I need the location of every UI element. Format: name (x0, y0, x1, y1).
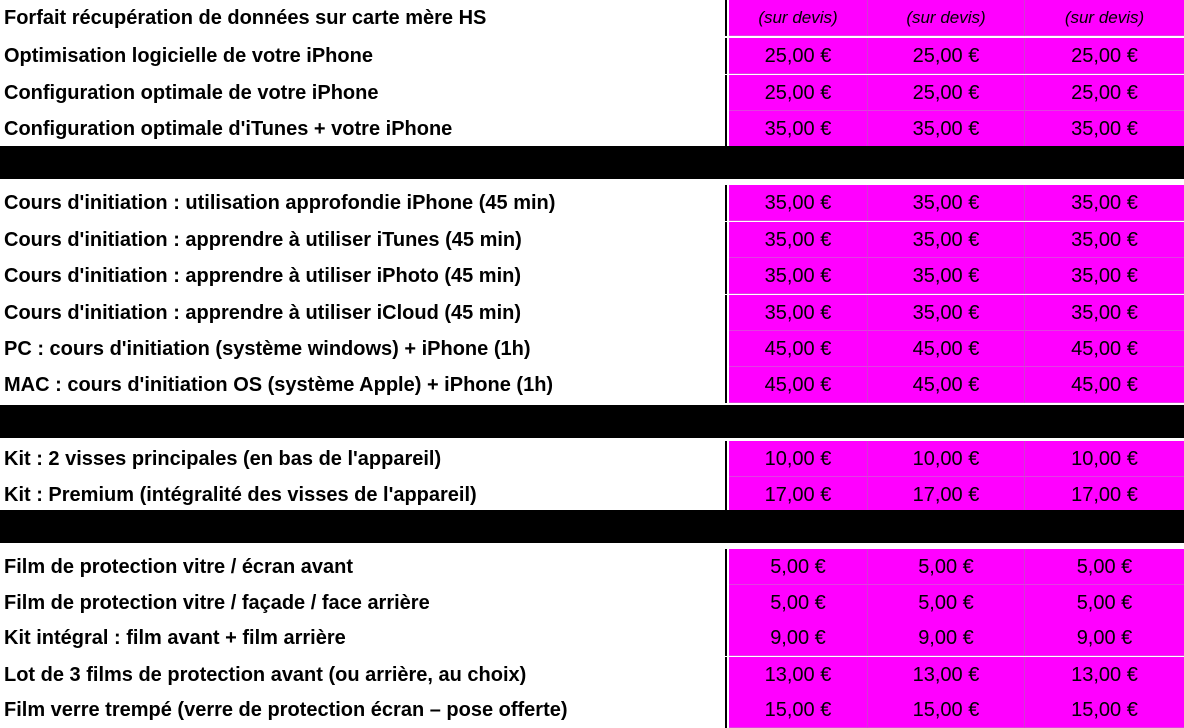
price-cell-1: 25,00 € (729, 75, 868, 111)
price-cell-3: 35,00 € (1025, 185, 1184, 221)
price-cell-3: 10,00 € (1025, 441, 1184, 477)
table-row (0, 441, 1184, 477)
table-row (0, 222, 1184, 258)
table-row (0, 620, 1184, 656)
service-label: Cours d'initiation : apprendre à utiliser iTunes (45 min) (0, 222, 727, 258)
price-cell-1: 35,00 € (729, 222, 868, 258)
price-cell-2: 13,00 € (868, 657, 1025, 693)
price-cell-2: 35,00 € (868, 185, 1025, 221)
price-cell-3: 9,00 € (1025, 620, 1184, 656)
table-row (0, 0, 1184, 36)
service-label: Cours d'initiation : utilisation approfondie iPhone (45 min) (0, 185, 727, 221)
price-cell-2: 9,00 € (868, 620, 1025, 656)
service-label: Kit : 2 visses principales (en bas de l'appareil) (0, 441, 727, 477)
service-label: Kit : Premium (intégralité des visses de l'appareil) (0, 477, 727, 513)
price-cell-2: 45,00 € (868, 331, 1025, 367)
table-row (0, 185, 1184, 221)
service-label: Film de protection vitre / façade / face arrière (0, 585, 727, 621)
service-label: Configuration optimale de votre iPhone (0, 75, 727, 111)
price-cell-3: 25,00 € (1025, 75, 1184, 111)
table-row (0, 38, 1184, 74)
table-row (0, 657, 1184, 693)
price-cell-1: 13,00 € (729, 657, 868, 693)
service-label: MAC : cours d'initiation OS (système Apple) + iPhone (1h) (0, 367, 727, 403)
price-cell-3: 13,00 € (1025, 657, 1184, 693)
table-row (0, 331, 1184, 367)
price-cell-2: 35,00 € (868, 258, 1025, 294)
table-row (0, 111, 1184, 147)
service-label: Cours d'initiation : apprendre à utiliser iCloud (45 min) (0, 295, 727, 331)
table-row (0, 258, 1184, 294)
price-cell-2: 5,00 € (868, 585, 1025, 621)
price-cell-1: 45,00 € (729, 367, 868, 403)
price-cell-1: 35,00 € (729, 258, 868, 294)
price-cell-2: 15,00 € (868, 692, 1025, 728)
price-cell-2: 10,00 € (868, 441, 1025, 477)
price-cell-2: 35,00 € (868, 111, 1025, 147)
table-row (0, 585, 1184, 621)
price-cell-3: (sur devis) (1025, 0, 1184, 36)
service-label: Kit intégral : film avant + film arrière (0, 620, 727, 656)
price-cell-3: 35,00 € (1025, 222, 1184, 258)
price-cell-2: 5,00 € (868, 549, 1025, 585)
price-cell-2: 35,00 € (868, 295, 1025, 331)
table-row (0, 477, 1184, 513)
table-row (0, 549, 1184, 585)
service-label: Forfait récupération de données sur carte mère HS (0, 0, 727, 36)
price-cell-2: (sur devis) (868, 0, 1025, 36)
section-separator (0, 146, 1184, 179)
price-cell-1: 17,00 € (729, 477, 868, 513)
price-cell-3: 17,00 € (1025, 477, 1184, 513)
price-cell-1: 45,00 € (729, 331, 868, 367)
price-cell-1: 9,00 € (729, 620, 868, 656)
price-cell-1: (sur devis) (729, 0, 868, 36)
price-cell-1: 15,00 € (729, 692, 868, 728)
price-cell-1: 10,00 € (729, 441, 868, 477)
price-cell-1: 35,00 € (729, 295, 868, 331)
price-cell-3: 45,00 € (1025, 367, 1184, 403)
price-cell-2: 25,00 € (868, 75, 1025, 111)
service-label: Lot de 3 films de protection avant (ou arrière, au choix) (0, 657, 727, 693)
price-cell-1: 35,00 € (729, 185, 868, 221)
service-label: Film verre trempé (verre de protection écran – pose offerte) (0, 692, 727, 728)
price-cell-1: 5,00 € (729, 585, 868, 621)
table-row (0, 367, 1184, 403)
table-row (0, 75, 1184, 111)
service-label: Film de protection vitre / écran avant (0, 549, 727, 585)
price-cell-3: 5,00 € (1025, 549, 1184, 585)
price-cell-1: 25,00 € (729, 38, 868, 74)
price-cell-3: 25,00 € (1025, 38, 1184, 74)
table-row (0, 295, 1184, 331)
price-cell-1: 35,00 € (729, 111, 868, 147)
service-label: PC : cours d'initiation (système windows) + iPhone (1h) (0, 331, 727, 367)
price-cell-2: 45,00 € (868, 367, 1025, 403)
service-label: Optimisation logicielle de votre iPhone (0, 38, 727, 74)
table-row (0, 692, 1184, 728)
price-cell-3: 5,00 € (1025, 585, 1184, 621)
service-label: Cours d'initiation : apprendre à utiliser iPhoto (45 min) (0, 258, 727, 294)
price-cell-2: 35,00 € (868, 222, 1025, 258)
service-label: Configuration optimale d'iTunes + votre iPhone (0, 111, 727, 147)
price-cell-2: 25,00 € (868, 38, 1025, 74)
price-cell-3: 45,00 € (1025, 331, 1184, 367)
price-cell-3: 35,00 € (1025, 111, 1184, 147)
price-cell-1: 5,00 € (729, 549, 868, 585)
price-cell-3: 35,00 € (1025, 258, 1184, 294)
price-cell-3: 15,00 € (1025, 692, 1184, 728)
price-cell-2: 17,00 € (868, 477, 1025, 513)
section-separator (0, 510, 1184, 543)
section-separator (0, 405, 1184, 438)
price-cell-3: 35,00 € (1025, 295, 1184, 331)
